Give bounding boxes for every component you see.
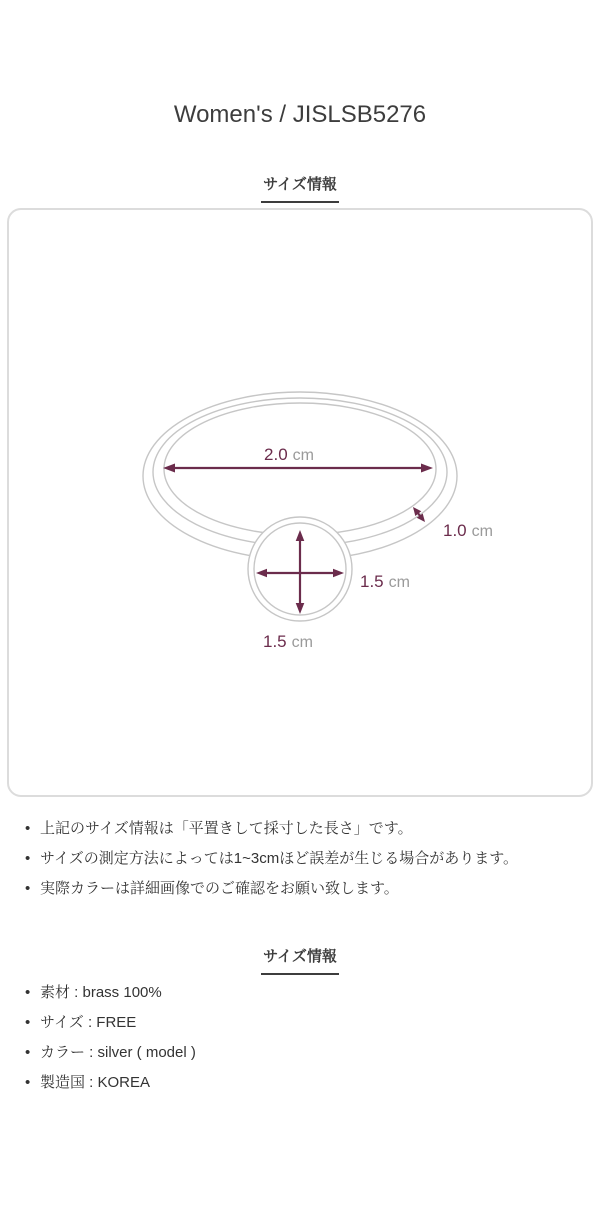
ring-diameter-arrowhead-right [421,464,433,473]
charm-height-label [263,632,313,651]
ring-diameter-unit: cm [292,447,314,464]
size-diagram-section [0,174,600,904]
charm-width-value: 1.5 [360,572,384,591]
ring-diameter-value: 2.0 [264,445,288,464]
page-title: Women's / JISLSB5276 [173,101,427,128]
product-info-list [0,978,600,1098]
ring-diameter-label [264,445,314,464]
size-notes-list [0,814,600,904]
product-size-page [0,95,600,1224]
band-width-value: 1.0 [443,521,467,540]
size-note-item: • 上記のサイズ情報は「平置きして採寸した長さ」です。 [0,814,600,844]
size-note-item: • サイズの測定方法によっては1~3cmほど誤差が生じる場合があります。 [0,844,600,874]
product-info-item: • カラー : silver ( model ) [0,1038,600,1068]
product-info-item: • サイズ : FREE [0,1008,600,1038]
band-width-measure [413,507,493,540]
product-info-item: • 素材 : brass 100% [0,978,600,1008]
charm-height-value: 1.5 [263,632,287,651]
product-info-item: • 製造国 : KOREA [0,1068,600,1098]
charm-width-unit: cm [388,574,410,591]
band-width-label [443,521,493,540]
ring-size-diagram [9,210,591,795]
size-diagram-section-title: サイズ情報 [261,174,339,203]
product-info-section-title: サイズ情報 [261,946,339,975]
charm-height-unit: cm [291,634,313,651]
ring-diameter-measure [163,445,433,473]
band-width-unit: cm [471,523,493,540]
size-diagram-box [7,208,593,797]
size-note-item: • 実際カラーは詳細画像でのご確認をお願い致します。 [0,874,600,904]
product-info-section [0,946,600,1098]
charm-width-label [360,572,410,591]
